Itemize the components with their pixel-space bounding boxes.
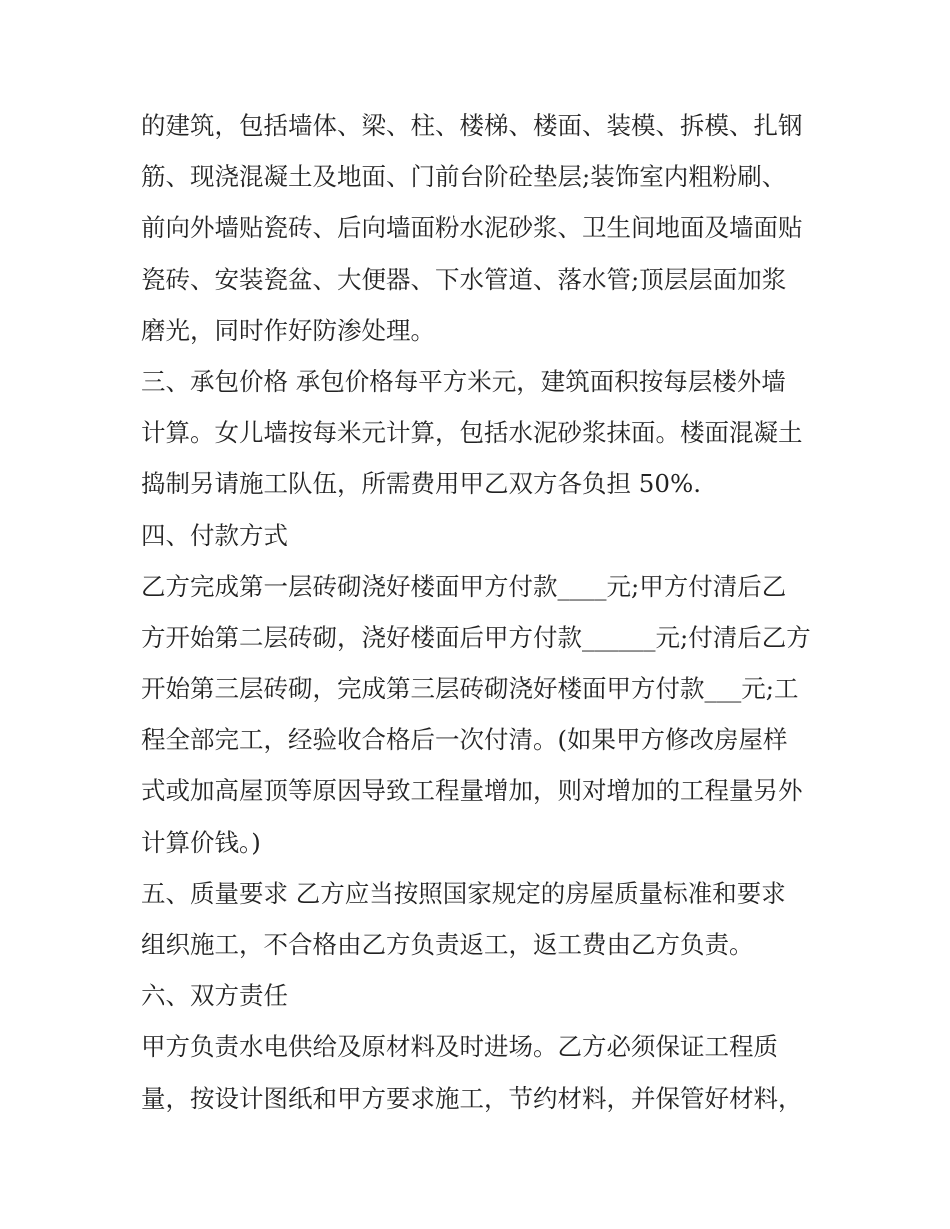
- section-heading-responsibilities: 六、双方责任: [141, 981, 288, 1011]
- text-line: 前向外墙贴瓷砖、后向墙面粉水泥砂浆、卫生间地面及墙面贴: [141, 213, 803, 243]
- text-line: 乙方完成第一层砖砌浇好楼面甲方付款____元;甲方付清后乙: [141, 571, 787, 601]
- text-line: 磨光，同时作好防渗处理。: [141, 315, 435, 345]
- text-line: 计算价钱。): [141, 827, 261, 857]
- text-line: 开始第三层砖砌，完成第三层砖砌浇好楼面甲方付款___元;工: [141, 674, 799, 704]
- text-line: 的建筑，包括墙体、梁、柱、楼梯、楼面、装模、拆模、扎钢: [141, 111, 803, 140]
- text-line: 甲方负责水电供给及原材料及时进场。乙方必须保证工程质: [141, 1032, 778, 1062]
- text-line: 组织施工，不合格由乙方负责返工，返工费由乙方负责。: [141, 930, 754, 959]
- text-line: 计算。女儿墙按每米元计算，包括水泥砂浆抹面。楼面混凝土: [141, 418, 803, 448]
- text-line: 瓷砖、安装瓷盆、大便器、下水管道、落水管;顶层层面加浆: [141, 264, 787, 294]
- section-heading-price: 三、承包价格 承包价格每平方米元，建筑面积按每层楼外墙: [141, 366, 786, 396]
- section-heading-quality: 五、质量要求 乙方应当按照国家规定的房屋质量标准和要求: [141, 878, 786, 908]
- text-line: 方开始第二层砖砌，浇好楼面后甲方付款______元;付清后乙方: [141, 622, 811, 652]
- text-line: 量，按设计图纸和甲方要求施工，节约材料，并保管好材料，: [141, 1083, 803, 1113]
- text-line: 筋、现浇混凝土及地面、门前台阶砼垫层;装饰室内粗粉刷、: [141, 162, 787, 192]
- section-heading-payment: 四、付款方式: [141, 520, 288, 550]
- text-line: 程全部完工，经验收合格后一次付清。(如果甲方修改房屋样: [141, 725, 788, 755]
- document-body: [141, 100, 821, 1124]
- text-line: 式或加高屋顶等原因导致工程量增加，则对增加的工程量另外: [141, 776, 803, 806]
- text-line: 捣制另请施工队伍，所需费用甲乙双方各负担 50%.: [141, 469, 702, 499]
